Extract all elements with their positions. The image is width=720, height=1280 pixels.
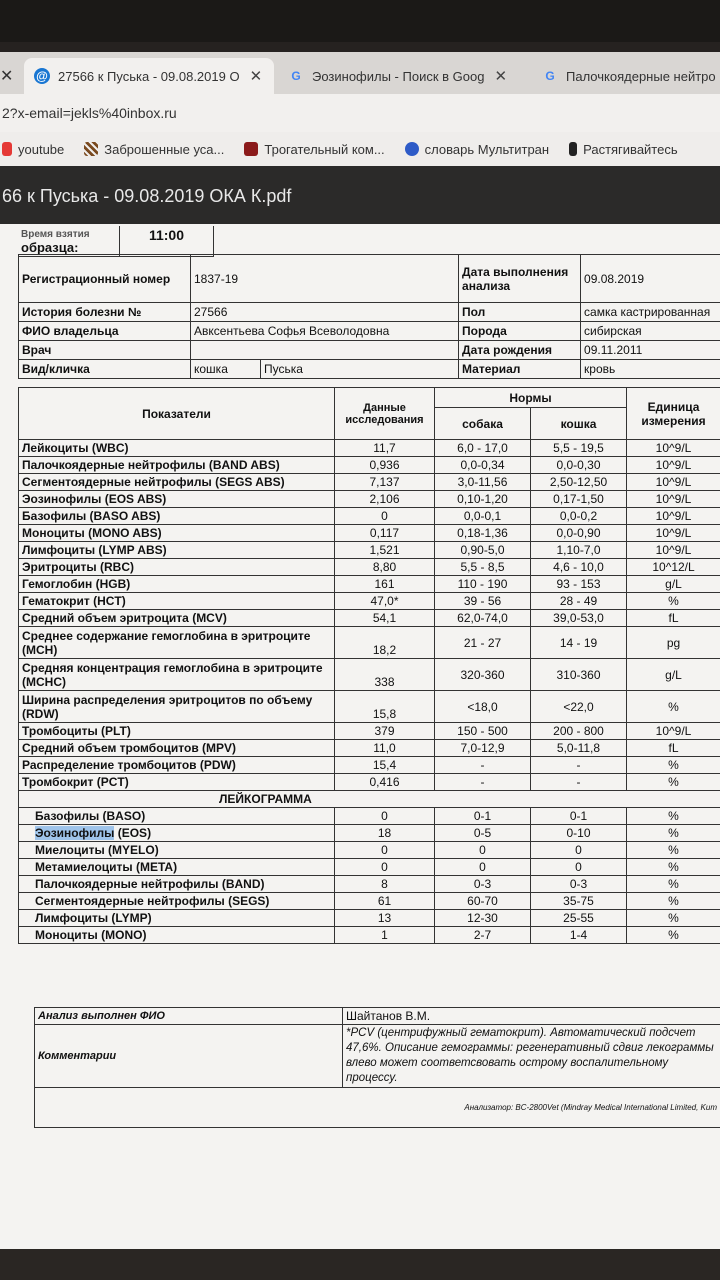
tab-search-band[interactable] bbox=[532, 58, 720, 94]
row-name: Гематокрит (HCT) bbox=[19, 593, 335, 610]
comment-label: Комментарии bbox=[35, 1025, 343, 1088]
table-row bbox=[19, 542, 720, 559]
results-table bbox=[18, 387, 720, 944]
google-icon: G bbox=[545, 69, 555, 83]
table-row bbox=[19, 910, 720, 927]
row-value: 0 bbox=[335, 508, 435, 525]
row-norm-cat: 200 - 800 bbox=[531, 723, 627, 740]
bookmark-touching[interactable]: Трогательный ком... bbox=[244, 142, 384, 157]
species-value: кошка bbox=[191, 360, 261, 379]
comment-value: *PCV (центрифужный гематокрит). Автоматический подсчет 47,6%. Описание гемограммы: регенеративный сдвиг лекограммы влево может соответсвовать острому воспалительному процессу. bbox=[343, 1025, 720, 1088]
row-name: Лейкоциты (WBC) bbox=[19, 440, 335, 457]
row-value: 2,106 bbox=[335, 491, 435, 508]
material-label: Материал bbox=[459, 360, 581, 379]
address-bar[interactable] bbox=[0, 94, 720, 133]
row-value: 0,936 bbox=[335, 457, 435, 474]
row-name: Тромбоциты (PLT) bbox=[19, 723, 335, 740]
tab-label: 27566 к Пуська - 09.08.2019 О bbox=[58, 68, 240, 84]
table-row bbox=[19, 893, 720, 910]
row-value: 15,8 bbox=[335, 691, 435, 723]
row-name: Гемоглобин (HGB) bbox=[19, 576, 335, 593]
url-text: 2?x-email=jekls%40inbox.ru bbox=[2, 105, 177, 121]
row-value: 1,521 bbox=[335, 542, 435, 559]
species-label: Вид/кличка bbox=[19, 360, 191, 379]
row-norm-cat: - bbox=[531, 757, 627, 774]
row-unit: % bbox=[627, 774, 720, 791]
row-unit: fL bbox=[627, 610, 720, 627]
row-norm-cat: 25-55 bbox=[531, 910, 627, 927]
performed-label: Анализ выполнен ФИО bbox=[35, 1008, 343, 1025]
row-norm-dog: 6,0 - 17,0 bbox=[435, 440, 531, 457]
table-row bbox=[19, 659, 720, 691]
row-unit: % bbox=[627, 593, 720, 610]
row-name: Тромбокрит (PCT) bbox=[19, 774, 335, 791]
row-value: 338 bbox=[335, 659, 435, 691]
row-norm-cat: 0-1 bbox=[531, 808, 627, 825]
table-row bbox=[19, 440, 720, 457]
pdf-toolbar bbox=[0, 166, 720, 224]
pet-name-value: Пуська bbox=[261, 360, 459, 379]
performed-value: Шайтанов В.М. bbox=[343, 1008, 720, 1025]
table-row bbox=[19, 491, 720, 508]
row-norm-dog: 7,0-12,9 bbox=[435, 740, 531, 757]
row-norm-cat: 1,10-7,0 bbox=[531, 542, 627, 559]
row-norm-dog: 0 bbox=[435, 859, 531, 876]
row-norm-dog: 2-7 bbox=[435, 927, 531, 944]
tab-label: Эозинофилы - Поиск в Goog bbox=[312, 68, 485, 84]
pdf-page bbox=[0, 224, 720, 1249]
row-unit: % bbox=[627, 757, 720, 774]
row-norm-cat: 35-75 bbox=[531, 893, 627, 910]
row-norm-cat: 0,0-0,90 bbox=[531, 525, 627, 542]
row-unit: 10^9/L bbox=[627, 542, 720, 559]
row-value: 379 bbox=[335, 723, 435, 740]
table-row bbox=[19, 808, 720, 825]
row-norm-cat: 39,0-53,0 bbox=[531, 610, 627, 627]
row-norm-dog: 0,18-1,36 bbox=[435, 525, 531, 542]
footer-table bbox=[34, 1007, 720, 1128]
table-row bbox=[19, 825, 720, 842]
row-norm-cat: 0-3 bbox=[531, 876, 627, 893]
row-unit: % bbox=[627, 893, 720, 910]
row-unit: % bbox=[627, 842, 720, 859]
row-value: 8,80 bbox=[335, 559, 435, 576]
reg-value: 1837-19 bbox=[191, 255, 459, 303]
row-unit: 10^9/L bbox=[627, 474, 720, 491]
row-unit: % bbox=[627, 859, 720, 876]
table-row bbox=[19, 627, 720, 659]
tab-label: Палочкоядерные нейтро bbox=[566, 68, 716, 84]
close-icon[interactable]: ✕ bbox=[494, 68, 508, 85]
search-highlight: Эозинофилы bbox=[35, 826, 115, 840]
row-value: 0,117 bbox=[335, 525, 435, 542]
row-value: 0 bbox=[335, 808, 435, 825]
table-row bbox=[19, 757, 720, 774]
row-value: 61 bbox=[335, 893, 435, 910]
leukogram-title: ЛЕЙКОГРАММА bbox=[19, 791, 720, 808]
row-name: Миелоциты (MYELO) bbox=[19, 842, 335, 859]
row-norm-dog: - bbox=[435, 774, 531, 791]
header-dog: собака bbox=[435, 408, 531, 440]
row-name: Базофилы (BASO ABS) bbox=[19, 508, 335, 525]
table-row bbox=[19, 859, 720, 876]
row-name: Моноциты (MONO) bbox=[19, 927, 335, 944]
sample-time-label: образца: bbox=[21, 239, 79, 255]
table-row bbox=[19, 474, 720, 491]
mail-icon: @ bbox=[34, 68, 50, 84]
row-value: 13 bbox=[335, 910, 435, 927]
doctor-value bbox=[191, 341, 459, 360]
bookmark-abandoned[interactable]: Заброшенные уса... bbox=[84, 142, 224, 157]
row-unit: 10^9/L bbox=[627, 457, 720, 474]
row-name: Сегментоядерные нейтрофилы (SEGS) bbox=[19, 893, 335, 910]
row-unit: 10^9/L bbox=[627, 440, 720, 457]
table-row bbox=[19, 559, 720, 576]
table-row bbox=[19, 593, 720, 610]
row-value: 161 bbox=[335, 576, 435, 593]
table-row bbox=[19, 927, 720, 944]
bookmark-multitran[interactable]: словарь Мультитран bbox=[405, 142, 549, 157]
row-unit: 10^9/L bbox=[627, 723, 720, 740]
patient-info-table bbox=[18, 254, 720, 379]
table-row bbox=[19, 691, 720, 723]
tab-close-icon[interactable]: ✕ bbox=[0, 68, 14, 85]
row-norm-cat: 5,0-11,8 bbox=[531, 740, 627, 757]
table-row bbox=[19, 508, 720, 525]
row-norm-dog: 12-30 bbox=[435, 910, 531, 927]
row-unit: % bbox=[627, 876, 720, 893]
row-norm-cat: 0,17-1,50 bbox=[531, 491, 627, 508]
row-norm-dog: 0,0-0,34 bbox=[435, 457, 531, 474]
row-norm-cat: 310-360 bbox=[531, 659, 627, 691]
row-norm-dog: 0,90-5,0 bbox=[435, 542, 531, 559]
row-norm-dog: <18,0 bbox=[435, 691, 531, 723]
row-value: 47,0* bbox=[335, 593, 435, 610]
row-unit: pg bbox=[627, 627, 720, 659]
row-norm-dog: 62,0-74,0 bbox=[435, 610, 531, 627]
row-name: Средний объем эритроцита (MCV) bbox=[19, 610, 335, 627]
row-name bbox=[19, 825, 335, 842]
row-unit: % bbox=[627, 825, 720, 842]
table-row bbox=[19, 842, 720, 859]
row-unit: 10^9/L bbox=[627, 491, 720, 508]
material-value: кровь bbox=[581, 360, 720, 379]
date-value: 09.08.2019 bbox=[581, 255, 720, 303]
row-norm-cat: 4,6 - 10,0 bbox=[531, 559, 627, 576]
table-row bbox=[19, 525, 720, 542]
row-norm-dog: 150 - 500 bbox=[435, 723, 531, 740]
row-unit: % bbox=[627, 927, 720, 944]
row-name: Лимфоциты (LYMP ABS) bbox=[19, 542, 335, 559]
row-norm-cat: 5,5 - 19,5 bbox=[531, 440, 627, 457]
row-norm-cat: 0,0-0,30 bbox=[531, 457, 627, 474]
row-norm-cat: 1-4 bbox=[531, 927, 627, 944]
table-row bbox=[19, 774, 720, 791]
row-name: Палочкоядерные нейтрофилы (BAND ABS) bbox=[19, 457, 335, 474]
row-value: 18,2 bbox=[335, 627, 435, 659]
row-name-rest: (EOS) bbox=[114, 826, 152, 840]
row-name: Лимфоциты (LYMP) bbox=[19, 910, 335, 927]
owner-value: Авксентьева Софья Всеволодовна bbox=[191, 322, 459, 341]
header-indicators: Показатели bbox=[19, 388, 335, 440]
row-norm-cat: 93 - 153 bbox=[531, 576, 627, 593]
tab-search-eos[interactable] bbox=[278, 58, 528, 94]
header-norms: Нормы bbox=[435, 388, 627, 408]
row-value: 54,1 bbox=[335, 610, 435, 627]
row-name: Моноциты (MONO ABS) bbox=[19, 525, 335, 542]
row-norm-cat: 2,50-12,50 bbox=[531, 474, 627, 491]
row-norm-dog: 60-70 bbox=[435, 893, 531, 910]
row-name: Эритроциты (RBC) bbox=[19, 559, 335, 576]
breed-value: сибирская bbox=[581, 322, 720, 341]
tab-bar bbox=[0, 52, 720, 94]
row-name: Среднее содержание гемоглобина в эритроците (MCH) bbox=[19, 627, 335, 659]
header-cat: кошка bbox=[531, 408, 627, 440]
table-row bbox=[19, 740, 720, 757]
bookmark-stretch[interactable]: Растягивайтесь bbox=[569, 142, 678, 157]
sample-time-table: Время взятия образца: 11:00 bbox=[18, 226, 214, 257]
row-unit: 10^12/L bbox=[627, 559, 720, 576]
row-norm-cat: 0,0-0,2 bbox=[531, 508, 627, 525]
row-norm-dog: - bbox=[435, 757, 531, 774]
row-norm-cat: - bbox=[531, 774, 627, 791]
row-norm-dog: 0-5 bbox=[435, 825, 531, 842]
table-row bbox=[19, 576, 720, 593]
row-value: 7,137 bbox=[335, 474, 435, 491]
row-unit: fL bbox=[627, 740, 720, 757]
owner-label: ФИО владельца bbox=[19, 322, 191, 341]
table-row bbox=[19, 610, 720, 627]
row-norm-cat: <22,0 bbox=[531, 691, 627, 723]
stripes-icon bbox=[84, 142, 98, 156]
row-unit: 10^9/L bbox=[627, 525, 720, 542]
row-value: 1 bbox=[335, 927, 435, 944]
row-unit: 10^9/L bbox=[627, 508, 720, 525]
breed-label: Порода bbox=[459, 322, 581, 341]
header-unit: Единица измерения bbox=[627, 388, 720, 440]
row-norm-dog: 21 - 27 bbox=[435, 627, 531, 659]
row-unit: % bbox=[627, 910, 720, 927]
row-unit: g/L bbox=[627, 576, 720, 593]
row-norm-dog: 320-360 bbox=[435, 659, 531, 691]
row-name: Палочкоядерные нейтрофилы (BAND) bbox=[19, 876, 335, 893]
row-name: Базофилы (BASO) bbox=[19, 808, 335, 825]
row-norm-cat: 14 - 19 bbox=[531, 627, 627, 659]
globe-icon bbox=[405, 142, 419, 156]
row-unit: % bbox=[627, 691, 720, 723]
row-name: Распределение тромбоцитов (PDW) bbox=[19, 757, 335, 774]
sex-label: Пол bbox=[459, 303, 581, 322]
row-name: Средняя концентрация гемоглобина в эритроците (MCHC) bbox=[19, 659, 335, 691]
analyzer-note: Анализатор: BC-2800Vet (Mindray Medical International Limited, Kum bbox=[35, 1088, 720, 1128]
row-name: Ширина распределения эритроцитов по объему (RDW) bbox=[19, 691, 335, 723]
row-norm-dog: 0,10-1,20 bbox=[435, 491, 531, 508]
sample-time-value: 11:00 bbox=[120, 226, 214, 256]
row-norm-dog: 0 bbox=[435, 842, 531, 859]
row-value: 0 bbox=[335, 859, 435, 876]
date-label: Дата выполнения анализа bbox=[459, 255, 581, 303]
row-name: Эозинофилы (EOS ABS) bbox=[19, 491, 335, 508]
tab-pdf[interactable] bbox=[24, 58, 274, 94]
reg-label: Регистрационный номер bbox=[19, 255, 191, 303]
google-icon: G bbox=[291, 69, 301, 83]
row-norm-dog: 3,0-11,56 bbox=[435, 474, 531, 491]
row-norm-cat: 28 - 49 bbox=[531, 593, 627, 610]
row-value: 11,7 bbox=[335, 440, 435, 457]
row-norm-dog: 39 - 56 bbox=[435, 593, 531, 610]
sex-value: самка кастрированная bbox=[581, 303, 720, 322]
row-norm-dog: 0-3 bbox=[435, 876, 531, 893]
row-value: 0 bbox=[335, 842, 435, 859]
row-norm-dog: 5,5 - 8,5 bbox=[435, 559, 531, 576]
row-norm-cat: 0 bbox=[531, 859, 627, 876]
row-norm-cat: 0-10 bbox=[531, 825, 627, 842]
bookmarks-bar bbox=[0, 132, 720, 166]
table-row bbox=[19, 876, 720, 893]
pdf-title: 66 к Пуська - 09.08.2019 ОКА К.pdf bbox=[2, 186, 292, 206]
row-name: Метамиелоциты (META) bbox=[19, 859, 335, 876]
doctor-label: Врач bbox=[19, 341, 191, 360]
row-name: Средний объем тромбоцитов (MPV) bbox=[19, 740, 335, 757]
monitor-bezel bbox=[0, 0, 720, 42]
row-norm-dog: 0-1 bbox=[435, 808, 531, 825]
row-unit: g/L bbox=[627, 659, 720, 691]
birth-label: Дата рождения bbox=[459, 341, 581, 360]
page-icon bbox=[244, 142, 258, 156]
bookmark-icon bbox=[569, 142, 577, 156]
table-row bbox=[19, 723, 720, 740]
monitor-bezel-bottom bbox=[0, 1249, 720, 1280]
row-value: 11,0 bbox=[335, 740, 435, 757]
row-norm-cat: 0 bbox=[531, 842, 627, 859]
row-value: 0,416 bbox=[335, 774, 435, 791]
birth-value: 09.11.2011 bbox=[581, 341, 720, 360]
row-name: Сегментоядерные нейтрофилы (SEGS ABS) bbox=[19, 474, 335, 491]
youtube-icon bbox=[2, 142, 12, 156]
row-value: 18 bbox=[335, 825, 435, 842]
history-value: 27566 bbox=[191, 303, 459, 322]
row-value: 15,4 bbox=[335, 757, 435, 774]
row-unit: % bbox=[627, 808, 720, 825]
row-norm-dog: 110 - 190 bbox=[435, 576, 531, 593]
header-data: Данные исследования bbox=[335, 388, 435, 440]
history-label: История болезни № bbox=[19, 303, 191, 322]
close-icon[interactable]: ✕ bbox=[249, 68, 263, 85]
bookmark-youtube[interactable]: youtube bbox=[2, 142, 64, 157]
row-norm-dog: 0,0-0,1 bbox=[435, 508, 531, 525]
table-row bbox=[19, 457, 720, 474]
row-value: 8 bbox=[335, 876, 435, 893]
